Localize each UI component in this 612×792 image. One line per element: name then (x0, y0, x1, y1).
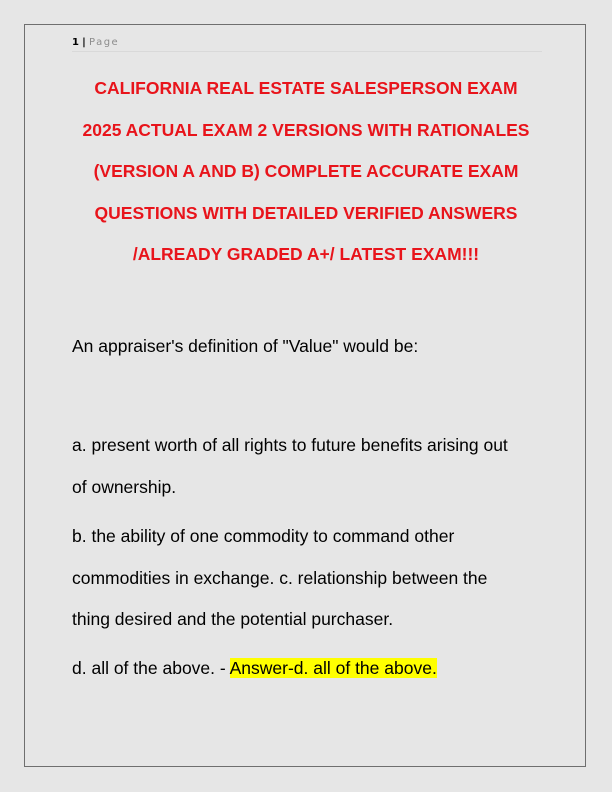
option-d-text: d. all of the above. - (72, 658, 230, 678)
question-prompt: An appraiser's definition of "Value" would be: (72, 336, 419, 356)
title-line-1: CALIFORNIA REAL ESTATE SALESPERSON EXAM (94, 78, 518, 98)
page-label: Page (89, 37, 120, 48)
title-line-5: /ALREADY GRADED A+/ LATEST EXAM!!! (132, 244, 480, 264)
title-line-2: 2025 ACTUAL EXAM 2 VERSIONS WITH RATIONALES (82, 119, 530, 140)
option-c-line: thing desired and the potential purchaser. (72, 609, 394, 629)
answer-highlight: Answer-d. all of the above. (229, 658, 437, 678)
page-number: 1 (72, 37, 79, 48)
page-separator: | (82, 37, 86, 48)
option-b-line-1: b. the ability of one commodity to command other (72, 526, 455, 546)
option-d-line (72, 658, 552, 679)
title-line-3: (VERSION A AND B) COMPLETE ACCURATE EXAM (93, 161, 519, 181)
document-title (60, 68, 552, 276)
option-a-line-2: of ownership. (72, 477, 177, 497)
option-a-line-1: a. present worth of all rights to future benefits arising out (72, 435, 508, 455)
page-header (72, 36, 542, 52)
title-line-4: QUESTIONS WITH DETAILED VERIFIED ANSWERS (94, 202, 518, 223)
option-b-line-2: commodities in exchange. c. relationship between the (72, 568, 488, 588)
